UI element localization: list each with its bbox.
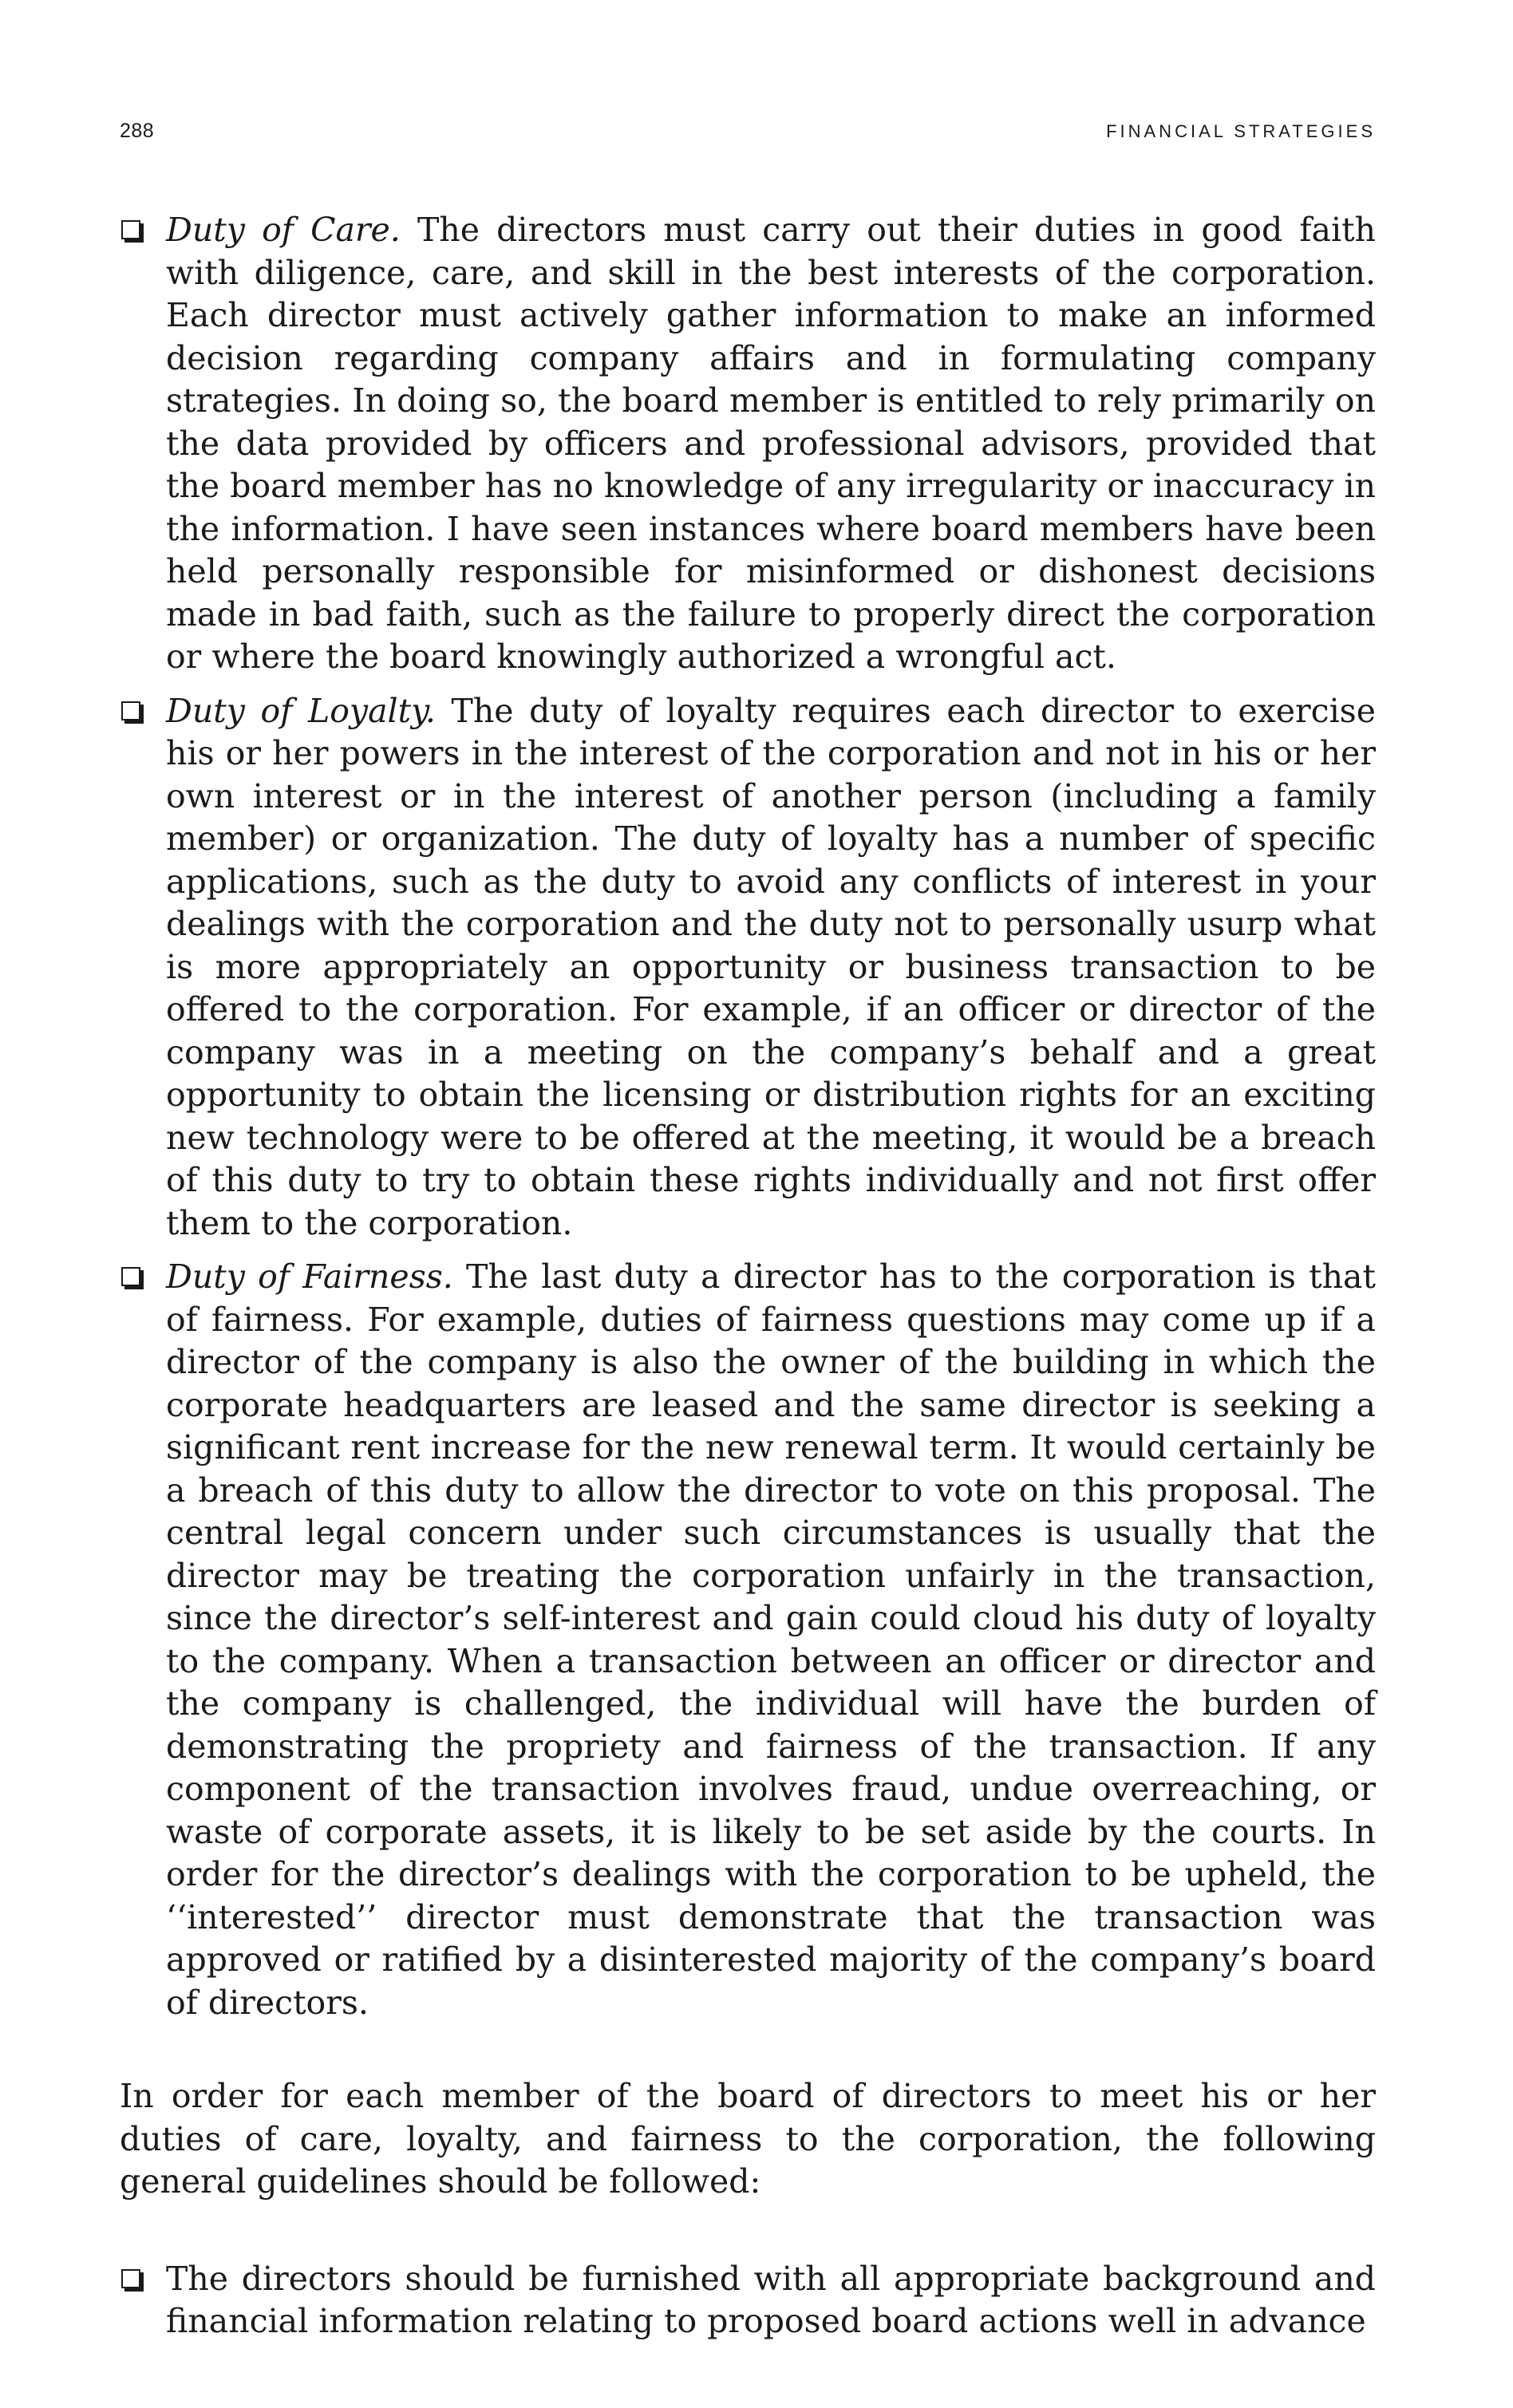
checkbox-bullet-icon xyxy=(120,209,166,252)
checkbox-bullet-icon xyxy=(120,1256,166,1299)
list-item-duty-of-loyalty xyxy=(120,690,1376,1245)
duty-text: The duty of loyalty requires each director to exercise his or her powers in the interest of the corporation and not in his or her own interest or in the interest of another person (including a family member) or organization. The duty of loyalty has a number of specific applications, such as the duty to avoid any conflicts of interest in your dealings with the corporation and the duty not to personally usurp what is more appropriately an opportunity or business transaction to be offered to the corporation. For example, if an officer or director of the company was in a meeting on the company’s behalf and a great opportunity to obtain the licensing or distribution rights for an exciting new technology were to be offered at the meeting, it would be a breach of this duty to try to obtain these rights individually and not first offer them to the corporation. xyxy=(166,691,1376,1242)
duty-text: The directors must carry out their duties in good faith with diligence, care, and skill in the best interests of the corporation. Each director must actively gather information to make an informed decision regarding company affairs and in formulating company strategies. In doing so, the board member is entitled to rely primarily on the data provided by officers and professional advisors, provided that the board member has no knowledge of any irregularity or inaccuracy in the information. I have seen instances where board members have been held personally responsible for misinformed or dishonest decisions made in bad faith, such as the failure to properly direct the corporation or where the board knowingly authorized a wrongful act. xyxy=(166,211,1376,676)
checkbox-bullet-icon xyxy=(120,690,166,733)
duty-term: Duty of Care. xyxy=(166,211,401,249)
duty-term: Duty of Loyalty. xyxy=(166,691,436,730)
page-header xyxy=(120,120,1376,143)
guideline-text: The directors should be furnished with all appropriate background and financial information relating to proposed board actions well in advance xyxy=(166,2259,1376,2340)
list-item-duty-of-care xyxy=(120,209,1376,679)
page-content xyxy=(120,209,1376,2355)
page-number: 288 xyxy=(120,120,155,142)
checkbox-bullet-icon xyxy=(120,2258,166,2301)
list-item-guideline xyxy=(120,2258,1376,2343)
duty-text: The last duty a director has to the corporation is that of fairness. For example, duties of fairness questions may come up if a director of the company is also the owner of the building in which the corporate headquarters are leased and the same director is seeking a significant rent increase for the new renewal term. It would certainly be a breach of this duty to allow the director to vote on this proposal. The central legal concern under such circumstances is usually that the director may be treating the corporation unfairly in the transaction, since the director’s self-interest and gain could cloud his duty of loyalty to the company. When a transaction between an officer or director and the company is challenged, the individual will have the burden of demonstrating the propriety and fairness of the transaction. If any component of the transaction involves fraud, undue overreaching, or waste of corporate assets, it is likely to be set aside by the courts. In order for the director’s dealings with the corporation to be upheld, the ‘‘interested’’ director must demonstrate that the transaction was approved or ratified by a disinterested majority of the company’s board of directors. xyxy=(166,1257,1376,2022)
body-paragraph: In order for each member of the board of directors to meet his or her duties of care, loyalty, and fairness to the corporation, the following general guidelines should be followed: xyxy=(120,2077,1376,2201)
duty-term: Duty of Fairness. xyxy=(166,1257,453,1296)
running-head: FINANCIAL STRATEGIES xyxy=(1106,121,1376,141)
list-item-duty-of-fairness xyxy=(120,1256,1376,2024)
